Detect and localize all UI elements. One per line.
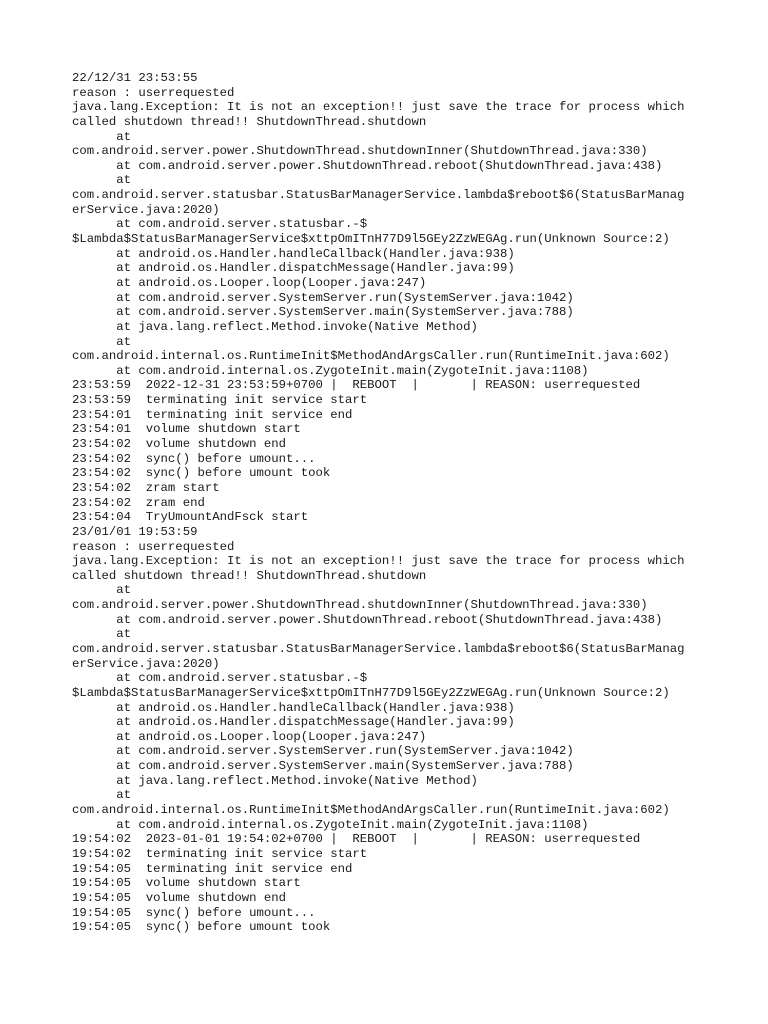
log-line: at	[72, 583, 132, 598]
log-line: erService.java:2020)	[72, 656, 220, 671]
log-line: at	[72, 788, 132, 803]
log-line: at com.android.server.SystemServer.main(SystemServer.java:788)	[72, 305, 574, 320]
log-line: 19:54:05 sync() before umount took	[72, 920, 331, 935]
log-line: at	[72, 173, 132, 188]
log-line: reason : userrequested	[72, 85, 235, 100]
log-line: 23:53:59 terminating init service start	[72, 393, 368, 408]
log-line: 19:54:02 2023-01-01 19:54:02+0700 | REBOOT | | REASON: userrequested	[72, 832, 641, 847]
log-line: at com.android.server.SystemServer.run(SystemServer.java:1042)	[72, 744, 574, 759]
document-page	[72, 71, 702, 935]
log-line: at android.os.Handler.handleCallback(Handler.java:938)	[72, 700, 515, 715]
log-line: at android.os.Handler.dispatchMessage(Handler.java:99)	[72, 715, 515, 730]
log-line: 23:54:02 sync() before umount took	[72, 466, 331, 481]
log-line: 23:54:01 volume shutdown start	[72, 422, 301, 437]
log-line: 19:54:02 terminating init service start	[72, 846, 368, 861]
log-line: erService.java:2020)	[72, 202, 220, 217]
log-line: 23:53:59 2022-12-31 23:53:59+0700 | REBOOT | | REASON: userrequested	[72, 378, 641, 393]
log-line: 19:54:05 sync() before umount...	[72, 905, 316, 920]
log-line: com.android.internal.os.RuntimeInit$MethodAndArgsCaller.run(RuntimeInit.java:602)	[72, 349, 670, 364]
log-line: reason : userrequested	[72, 539, 235, 554]
log-line: 23:54:04 TryUmountAndFsck start	[72, 510, 309, 525]
log-line: at com.android.server.SystemServer.main(SystemServer.java:788)	[72, 759, 574, 774]
log-line: 19:54:05 volume shutdown end	[72, 890, 287, 905]
log-text	[72, 71, 702, 935]
log-line: com.android.server.power.ShutdownThread.shutdownInner(ShutdownThread.java:330)	[72, 598, 648, 613]
log-line: at android.os.Handler.handleCallback(Handler.java:938)	[72, 246, 515, 261]
log-line: 19:54:05 volume shutdown start	[72, 876, 301, 891]
log-line: at com.android.server.power.ShutdownThread.reboot(ShutdownThread.java:438)	[72, 612, 663, 627]
log-line: at com.android.server.statusbar.-$	[72, 217, 368, 232]
log-line: at android.os.Handler.dispatchMessage(Handler.java:99)	[72, 261, 515, 276]
log-line: com.android.internal.os.RuntimeInit$MethodAndArgsCaller.run(RuntimeInit.java:602)	[72, 803, 670, 818]
log-line: 23:54:01 terminating init service end	[72, 407, 353, 422]
log-line: 22/12/31 23:53:55	[72, 71, 198, 85]
log-line: at android.os.Looper.loop(Looper.java:247)	[72, 729, 427, 744]
log-line: at java.lang.reflect.Method.invoke(Native Method)	[72, 319, 478, 334]
log-line: java.lang.Exception: It is not an exception!! just save the trace for process which	[72, 100, 685, 115]
log-line: at com.android.internal.os.ZygoteInit.main(ZygoteInit.java:1108)	[72, 817, 589, 832]
log-line: 23:54:02 volume shutdown end	[72, 437, 287, 452]
log-line: at com.android.server.statusbar.-$	[72, 671, 368, 686]
log-line: at	[72, 334, 132, 349]
log-line: at	[72, 627, 132, 642]
log-line: $Lambda$StatusBarManagerService$xttpOmITnH77D9l5GEy2ZzWEGAg.run(Unknown Source:2)	[72, 685, 670, 700]
log-line: at com.android.server.power.ShutdownThread.reboot(ShutdownThread.java:438)	[72, 158, 663, 173]
log-line: com.android.server.statusbar.StatusBarManagerService.lambda$reboot$6(StatusBarManag	[72, 188, 685, 203]
log-line: 23:54:02 sync() before umount...	[72, 451, 316, 466]
log-line: com.android.server.statusbar.StatusBarManagerService.lambda$reboot$6(StatusBarManag	[72, 641, 685, 656]
log-line: 23/01/01 19:53:59	[72, 524, 198, 539]
log-line: at com.android.internal.os.ZygoteInit.main(ZygoteInit.java:1108)	[72, 363, 589, 378]
log-line: 19:54:05 terminating init service end	[72, 861, 353, 876]
log-line: com.android.server.power.ShutdownThread.shutdownInner(ShutdownThread.java:330)	[72, 144, 648, 159]
log-line: at java.lang.reflect.Method.invoke(Native Method)	[72, 773, 478, 788]
log-line: 23:54:02 zram start	[72, 480, 220, 495]
log-line: at com.android.server.SystemServer.run(SystemServer.java:1042)	[72, 290, 574, 305]
log-line: at android.os.Looper.loop(Looper.java:247)	[72, 275, 427, 290]
log-line: called shutdown thread!! ShutdownThread.shutdown	[72, 114, 427, 129]
log-line: 23:54:02 zram end	[72, 495, 205, 510]
log-line: java.lang.Exception: It is not an exception!! just save the trace for process which	[72, 554, 685, 569]
log-line: called shutdown thread!! ShutdownThread.shutdown	[72, 568, 427, 583]
log-line: $Lambda$StatusBarManagerService$xttpOmITnH77D9l5GEy2ZzWEGAg.run(Unknown Source:2)	[72, 232, 670, 247]
log-line: at	[72, 129, 132, 144]
